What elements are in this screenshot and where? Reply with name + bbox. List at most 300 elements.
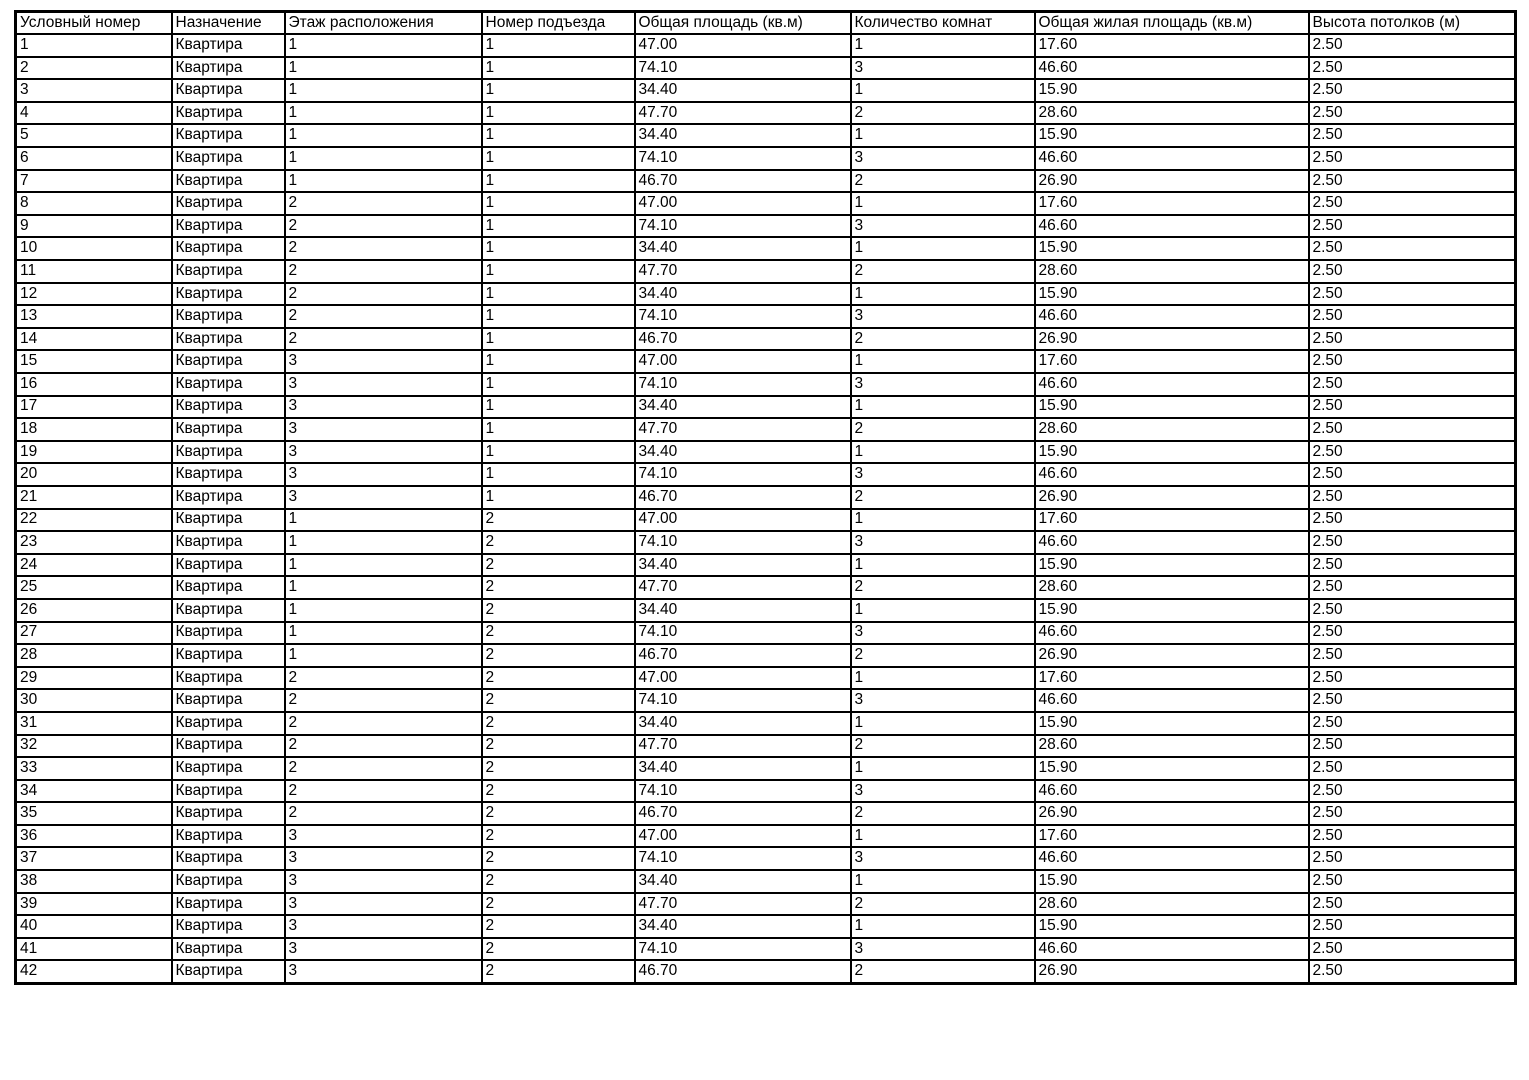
cell-number: 41 (16, 938, 172, 961)
cell-floor: 1 (285, 576, 482, 599)
cell-ceiling-height: 2.50 (1309, 802, 1516, 825)
cell-floor: 1 (285, 622, 482, 645)
cell-total-area: 34.40 (635, 554, 851, 577)
cell-purpose: Квартира (172, 825, 285, 848)
table-row (16, 192, 1516, 215)
cell-ceiling-height: 2.50 (1309, 735, 1516, 758)
cell-living-area: 15.90 (1035, 283, 1309, 306)
cell-purpose: Квартира (172, 34, 285, 57)
cell-floor: 3 (285, 373, 482, 396)
cell-entrance: 1 (482, 418, 635, 441)
cell-rooms: 2 (851, 260, 1035, 283)
cell-number: 26 (16, 599, 172, 622)
cell-total-area: 34.40 (635, 237, 851, 260)
cell-number: 16 (16, 373, 172, 396)
cell-ceiling-height: 2.50 (1309, 305, 1516, 328)
cell-total-area: 74.10 (635, 147, 851, 170)
cell-purpose: Квартира (172, 509, 285, 532)
cell-entrance: 1 (482, 215, 635, 238)
cell-entrance: 1 (482, 396, 635, 419)
cell-total-area: 46.70 (635, 960, 851, 983)
cell-number: 38 (16, 870, 172, 893)
cell-entrance: 1 (482, 79, 635, 102)
cell-purpose: Квартира (172, 780, 285, 803)
cell-rooms: 3 (851, 531, 1035, 554)
cell-purpose: Квартира (172, 463, 285, 486)
cell-rooms: 2 (851, 802, 1035, 825)
cell-ceiling-height: 2.50 (1309, 124, 1516, 147)
cell-total-area: 74.10 (635, 305, 851, 328)
cell-floor: 3 (285, 441, 482, 464)
cell-entrance: 1 (482, 237, 635, 260)
cell-floor: 3 (285, 893, 482, 916)
column-header-entrance: Номер подъезда (482, 12, 635, 35)
cell-purpose: Квартира (172, 350, 285, 373)
cell-ceiling-height: 2.50 (1309, 509, 1516, 532)
cell-rooms: 1 (851, 757, 1035, 780)
cell-purpose: Квартира (172, 102, 285, 125)
table-row (16, 509, 1516, 532)
cell-living-area: 46.60 (1035, 463, 1309, 486)
cell-total-area: 74.10 (635, 463, 851, 486)
cell-total-area: 74.10 (635, 373, 851, 396)
cell-purpose: Квартира (172, 260, 285, 283)
cell-living-area: 15.90 (1035, 237, 1309, 260)
cell-floor: 3 (285, 938, 482, 961)
cell-floor: 3 (285, 825, 482, 848)
cell-ceiling-height: 2.50 (1309, 79, 1516, 102)
cell-floor: 2 (285, 757, 482, 780)
column-header-floor: Этаж расположения (285, 12, 482, 35)
table-row (16, 57, 1516, 80)
cell-floor: 2 (285, 260, 482, 283)
cell-floor: 1 (285, 79, 482, 102)
table-row (16, 780, 1516, 803)
cell-entrance: 2 (482, 780, 635, 803)
cell-number: 28 (16, 644, 172, 667)
table-row (16, 486, 1516, 509)
cell-number: 13 (16, 305, 172, 328)
cell-rooms: 3 (851, 305, 1035, 328)
cell-number: 37 (16, 847, 172, 870)
table-row (16, 938, 1516, 961)
cell-purpose: Квартира (172, 57, 285, 80)
cell-ceiling-height: 2.50 (1309, 893, 1516, 916)
table-body (16, 34, 1516, 983)
table-row (16, 305, 1516, 328)
cell-total-area: 46.70 (635, 644, 851, 667)
cell-floor: 3 (285, 350, 482, 373)
cell-ceiling-height: 2.50 (1309, 441, 1516, 464)
table-row (16, 893, 1516, 916)
cell-total-area: 46.70 (635, 328, 851, 351)
cell-total-area: 47.00 (635, 509, 851, 532)
cell-living-area: 17.60 (1035, 825, 1309, 848)
cell-floor: 3 (285, 396, 482, 419)
cell-purpose: Квартира (172, 441, 285, 464)
cell-rooms: 1 (851, 34, 1035, 57)
cell-entrance: 2 (482, 531, 635, 554)
cell-number: 4 (16, 102, 172, 125)
cell-number: 32 (16, 735, 172, 758)
cell-floor: 1 (285, 509, 482, 532)
cell-rooms: 2 (851, 576, 1035, 599)
cell-purpose: Квартира (172, 215, 285, 238)
cell-living-area: 17.60 (1035, 667, 1309, 690)
cell-living-area: 46.60 (1035, 938, 1309, 961)
cell-living-area: 15.90 (1035, 441, 1309, 464)
cell-living-area: 26.90 (1035, 960, 1309, 983)
cell-number: 27 (16, 622, 172, 645)
cell-number: 11 (16, 260, 172, 283)
cell-living-area: 28.60 (1035, 260, 1309, 283)
cell-ceiling-height: 2.50 (1309, 825, 1516, 848)
cell-purpose: Квартира (172, 328, 285, 351)
table-row (16, 260, 1516, 283)
cell-living-area: 28.60 (1035, 576, 1309, 599)
cell-number: 9 (16, 215, 172, 238)
cell-ceiling-height: 2.50 (1309, 712, 1516, 735)
cell-rooms: 3 (851, 847, 1035, 870)
cell-total-area: 34.40 (635, 915, 851, 938)
table-row (16, 712, 1516, 735)
cell-entrance: 2 (482, 554, 635, 577)
cell-living-area: 28.60 (1035, 735, 1309, 758)
cell-purpose: Квартира (172, 396, 285, 419)
cell-number: 39 (16, 893, 172, 916)
cell-living-area: 26.90 (1035, 644, 1309, 667)
cell-floor: 1 (285, 644, 482, 667)
table-row (16, 102, 1516, 125)
table-row (16, 124, 1516, 147)
cell-purpose: Квартира (172, 870, 285, 893)
cell-floor: 2 (285, 237, 482, 260)
cell-living-area: 17.60 (1035, 34, 1309, 57)
cell-entrance: 1 (482, 34, 635, 57)
cell-number: 36 (16, 825, 172, 848)
cell-floor: 3 (285, 486, 482, 509)
cell-purpose: Квартира (172, 373, 285, 396)
cell-total-area: 47.70 (635, 418, 851, 441)
cell-rooms: 2 (851, 486, 1035, 509)
cell-number: 25 (16, 576, 172, 599)
cell-rooms: 2 (851, 102, 1035, 125)
cell-number: 30 (16, 689, 172, 712)
cell-living-area: 15.90 (1035, 554, 1309, 577)
cell-entrance: 2 (482, 576, 635, 599)
cell-total-area: 47.00 (635, 825, 851, 848)
cell-living-area: 46.60 (1035, 689, 1309, 712)
cell-entrance: 1 (482, 441, 635, 464)
table-row (16, 283, 1516, 306)
cell-rooms: 1 (851, 441, 1035, 464)
cell-total-area: 74.10 (635, 689, 851, 712)
cell-entrance: 1 (482, 192, 635, 215)
cell-living-area: 46.60 (1035, 305, 1309, 328)
column-header-living-area: Общая жилая площадь (кв.м) (1035, 12, 1309, 35)
cell-number: 31 (16, 712, 172, 735)
cell-rooms: 1 (851, 283, 1035, 306)
cell-ceiling-height: 2.50 (1309, 170, 1516, 193)
cell-number: 7 (16, 170, 172, 193)
cell-floor: 3 (285, 870, 482, 893)
cell-living-area: 17.60 (1035, 509, 1309, 532)
table-row (16, 79, 1516, 102)
cell-entrance: 2 (482, 644, 635, 667)
cell-entrance: 1 (482, 147, 635, 170)
cell-entrance: 2 (482, 509, 635, 532)
cell-rooms: 1 (851, 667, 1035, 690)
cell-living-area: 15.90 (1035, 124, 1309, 147)
table-row (16, 554, 1516, 577)
cell-ceiling-height: 2.50 (1309, 847, 1516, 870)
cell-total-area: 47.00 (635, 667, 851, 690)
cell-purpose: Квартира (172, 531, 285, 554)
cell-rooms: 1 (851, 712, 1035, 735)
cell-living-area: 28.60 (1035, 102, 1309, 125)
table-header (16, 12, 1516, 35)
cell-ceiling-height: 2.50 (1309, 780, 1516, 803)
cell-purpose: Квартира (172, 170, 285, 193)
cell-entrance: 2 (482, 825, 635, 848)
cell-purpose: Квартира (172, 305, 285, 328)
table-row (16, 644, 1516, 667)
cell-total-area: 47.70 (635, 735, 851, 758)
cell-floor: 3 (285, 915, 482, 938)
cell-rooms: 1 (851, 870, 1035, 893)
cell-number: 19 (16, 441, 172, 464)
cell-ceiling-height: 2.50 (1309, 283, 1516, 306)
cell-entrance: 1 (482, 170, 635, 193)
cell-living-area: 26.90 (1035, 802, 1309, 825)
cell-number: 24 (16, 554, 172, 577)
cell-living-area: 46.60 (1035, 373, 1309, 396)
cell-entrance: 1 (482, 283, 635, 306)
cell-living-area: 15.90 (1035, 396, 1309, 419)
cell-total-area: 34.40 (635, 441, 851, 464)
cell-floor: 1 (285, 124, 482, 147)
cell-entrance: 1 (482, 373, 635, 396)
cell-number: 21 (16, 486, 172, 509)
table-row (16, 170, 1516, 193)
cell-floor: 2 (285, 283, 482, 306)
cell-total-area: 47.00 (635, 192, 851, 215)
cell-ceiling-height: 2.50 (1309, 328, 1516, 351)
cell-rooms: 2 (851, 170, 1035, 193)
cell-total-area: 74.10 (635, 938, 851, 961)
cell-rooms: 2 (851, 328, 1035, 351)
table-row (16, 396, 1516, 419)
cell-rooms: 3 (851, 938, 1035, 961)
column-header-purpose: Назначение (172, 12, 285, 35)
cell-total-area: 34.40 (635, 870, 851, 893)
cell-rooms: 1 (851, 396, 1035, 419)
cell-floor: 2 (285, 667, 482, 690)
cell-floor: 1 (285, 599, 482, 622)
table-row (16, 825, 1516, 848)
cell-purpose: Квартира (172, 915, 285, 938)
cell-entrance: 1 (482, 260, 635, 283)
table-row (16, 870, 1516, 893)
cell-rooms: 2 (851, 418, 1035, 441)
cell-purpose: Квартира (172, 802, 285, 825)
cell-ceiling-height: 2.50 (1309, 915, 1516, 938)
cell-floor: 2 (285, 712, 482, 735)
table-row (16, 802, 1516, 825)
cell-ceiling-height: 2.50 (1309, 350, 1516, 373)
cell-entrance: 2 (482, 622, 635, 645)
cell-floor: 2 (285, 215, 482, 238)
cell-number: 1 (16, 34, 172, 57)
cell-entrance: 1 (482, 102, 635, 125)
cell-number: 23 (16, 531, 172, 554)
cell-number: 22 (16, 509, 172, 532)
cell-living-area: 17.60 (1035, 192, 1309, 215)
cell-ceiling-height: 2.50 (1309, 960, 1516, 983)
table-row (16, 531, 1516, 554)
cell-purpose: Квартира (172, 847, 285, 870)
cell-total-area: 34.40 (635, 757, 851, 780)
cell-rooms: 1 (851, 79, 1035, 102)
cell-number: 10 (16, 237, 172, 260)
cell-ceiling-height: 2.50 (1309, 531, 1516, 554)
table-row (16, 328, 1516, 351)
cell-ceiling-height: 2.50 (1309, 486, 1516, 509)
cell-rooms: 3 (851, 57, 1035, 80)
cell-total-area: 74.10 (635, 531, 851, 554)
cell-purpose: Квартира (172, 960, 285, 983)
cell-floor: 3 (285, 463, 482, 486)
cell-total-area: 47.00 (635, 350, 851, 373)
cell-rooms: 3 (851, 147, 1035, 170)
cell-entrance: 2 (482, 915, 635, 938)
cell-rooms: 2 (851, 644, 1035, 667)
cell-living-area: 17.60 (1035, 350, 1309, 373)
column-header-ceiling: Высота потолков (м) (1309, 12, 1516, 35)
cell-entrance: 2 (482, 802, 635, 825)
cell-rooms: 3 (851, 215, 1035, 238)
cell-purpose: Квартира (172, 689, 285, 712)
cell-rooms: 1 (851, 237, 1035, 260)
cell-total-area: 47.70 (635, 102, 851, 125)
cell-ceiling-height: 2.50 (1309, 870, 1516, 893)
cell-ceiling-height: 2.50 (1309, 418, 1516, 441)
cell-purpose: Квартира (172, 938, 285, 961)
table-row (16, 960, 1516, 983)
apartments-table (14, 10, 1517, 985)
cell-living-area: 28.60 (1035, 418, 1309, 441)
cell-number: 6 (16, 147, 172, 170)
cell-number: 3 (16, 79, 172, 102)
cell-purpose: Квартира (172, 554, 285, 577)
table-row (16, 441, 1516, 464)
cell-rooms: 3 (851, 780, 1035, 803)
cell-floor: 2 (285, 192, 482, 215)
table-row (16, 147, 1516, 170)
cell-entrance: 2 (482, 712, 635, 735)
cell-entrance: 2 (482, 870, 635, 893)
cell-entrance: 2 (482, 667, 635, 690)
cell-ceiling-height: 2.50 (1309, 57, 1516, 80)
cell-living-area: 26.90 (1035, 486, 1309, 509)
cell-number: 14 (16, 328, 172, 351)
cell-ceiling-height: 2.50 (1309, 689, 1516, 712)
cell-ceiling-height: 2.50 (1309, 373, 1516, 396)
cell-living-area: 46.60 (1035, 847, 1309, 870)
cell-floor: 3 (285, 418, 482, 441)
cell-ceiling-height: 2.50 (1309, 757, 1516, 780)
cell-rooms: 1 (851, 915, 1035, 938)
table-row (16, 373, 1516, 396)
cell-number: 2 (16, 57, 172, 80)
table-row (16, 622, 1516, 645)
cell-total-area: 34.40 (635, 283, 851, 306)
cell-ceiling-height: 2.50 (1309, 599, 1516, 622)
cell-floor: 2 (285, 735, 482, 758)
cell-entrance: 2 (482, 938, 635, 961)
table-row (16, 757, 1516, 780)
cell-total-area: 47.70 (635, 893, 851, 916)
cell-floor: 2 (285, 689, 482, 712)
cell-entrance: 2 (482, 893, 635, 916)
cell-total-area: 46.70 (635, 170, 851, 193)
cell-floor: 2 (285, 328, 482, 351)
cell-entrance: 2 (482, 599, 635, 622)
column-header-total-area: Общая площадь (кв.м) (635, 12, 851, 35)
cell-rooms: 3 (851, 622, 1035, 645)
cell-living-area: 46.60 (1035, 147, 1309, 170)
cell-ceiling-height: 2.50 (1309, 644, 1516, 667)
cell-living-area: 15.90 (1035, 599, 1309, 622)
cell-entrance: 2 (482, 960, 635, 983)
table-row (16, 463, 1516, 486)
cell-living-area: 15.90 (1035, 79, 1309, 102)
cell-purpose: Квартира (172, 735, 285, 758)
cell-total-area: 47.70 (635, 260, 851, 283)
table-row (16, 237, 1516, 260)
cell-entrance: 2 (482, 757, 635, 780)
cell-total-area: 46.70 (635, 802, 851, 825)
cell-living-area: 28.60 (1035, 893, 1309, 916)
cell-ceiling-height: 2.50 (1309, 237, 1516, 260)
cell-number: 12 (16, 283, 172, 306)
cell-entrance: 1 (482, 305, 635, 328)
cell-total-area: 47.70 (635, 576, 851, 599)
cell-rooms: 2 (851, 893, 1035, 916)
table-row (16, 34, 1516, 57)
table-row (16, 215, 1516, 238)
cell-purpose: Квартира (172, 644, 285, 667)
cell-rooms: 2 (851, 960, 1035, 983)
cell-number: 42 (16, 960, 172, 983)
cell-floor: 2 (285, 305, 482, 328)
cell-total-area: 74.10 (635, 847, 851, 870)
header-row (16, 12, 1516, 35)
cell-ceiling-height: 2.50 (1309, 938, 1516, 961)
table-row (16, 667, 1516, 690)
cell-entrance: 1 (482, 124, 635, 147)
cell-purpose: Квартира (172, 622, 285, 645)
cell-total-area: 34.40 (635, 124, 851, 147)
cell-living-area: 46.60 (1035, 215, 1309, 238)
cell-total-area: 34.40 (635, 396, 851, 419)
cell-living-area: 46.60 (1035, 531, 1309, 554)
cell-floor: 1 (285, 34, 482, 57)
cell-ceiling-height: 2.50 (1309, 215, 1516, 238)
cell-purpose: Квартира (172, 712, 285, 735)
cell-purpose: Квартира (172, 757, 285, 780)
cell-living-area: 15.90 (1035, 870, 1309, 893)
